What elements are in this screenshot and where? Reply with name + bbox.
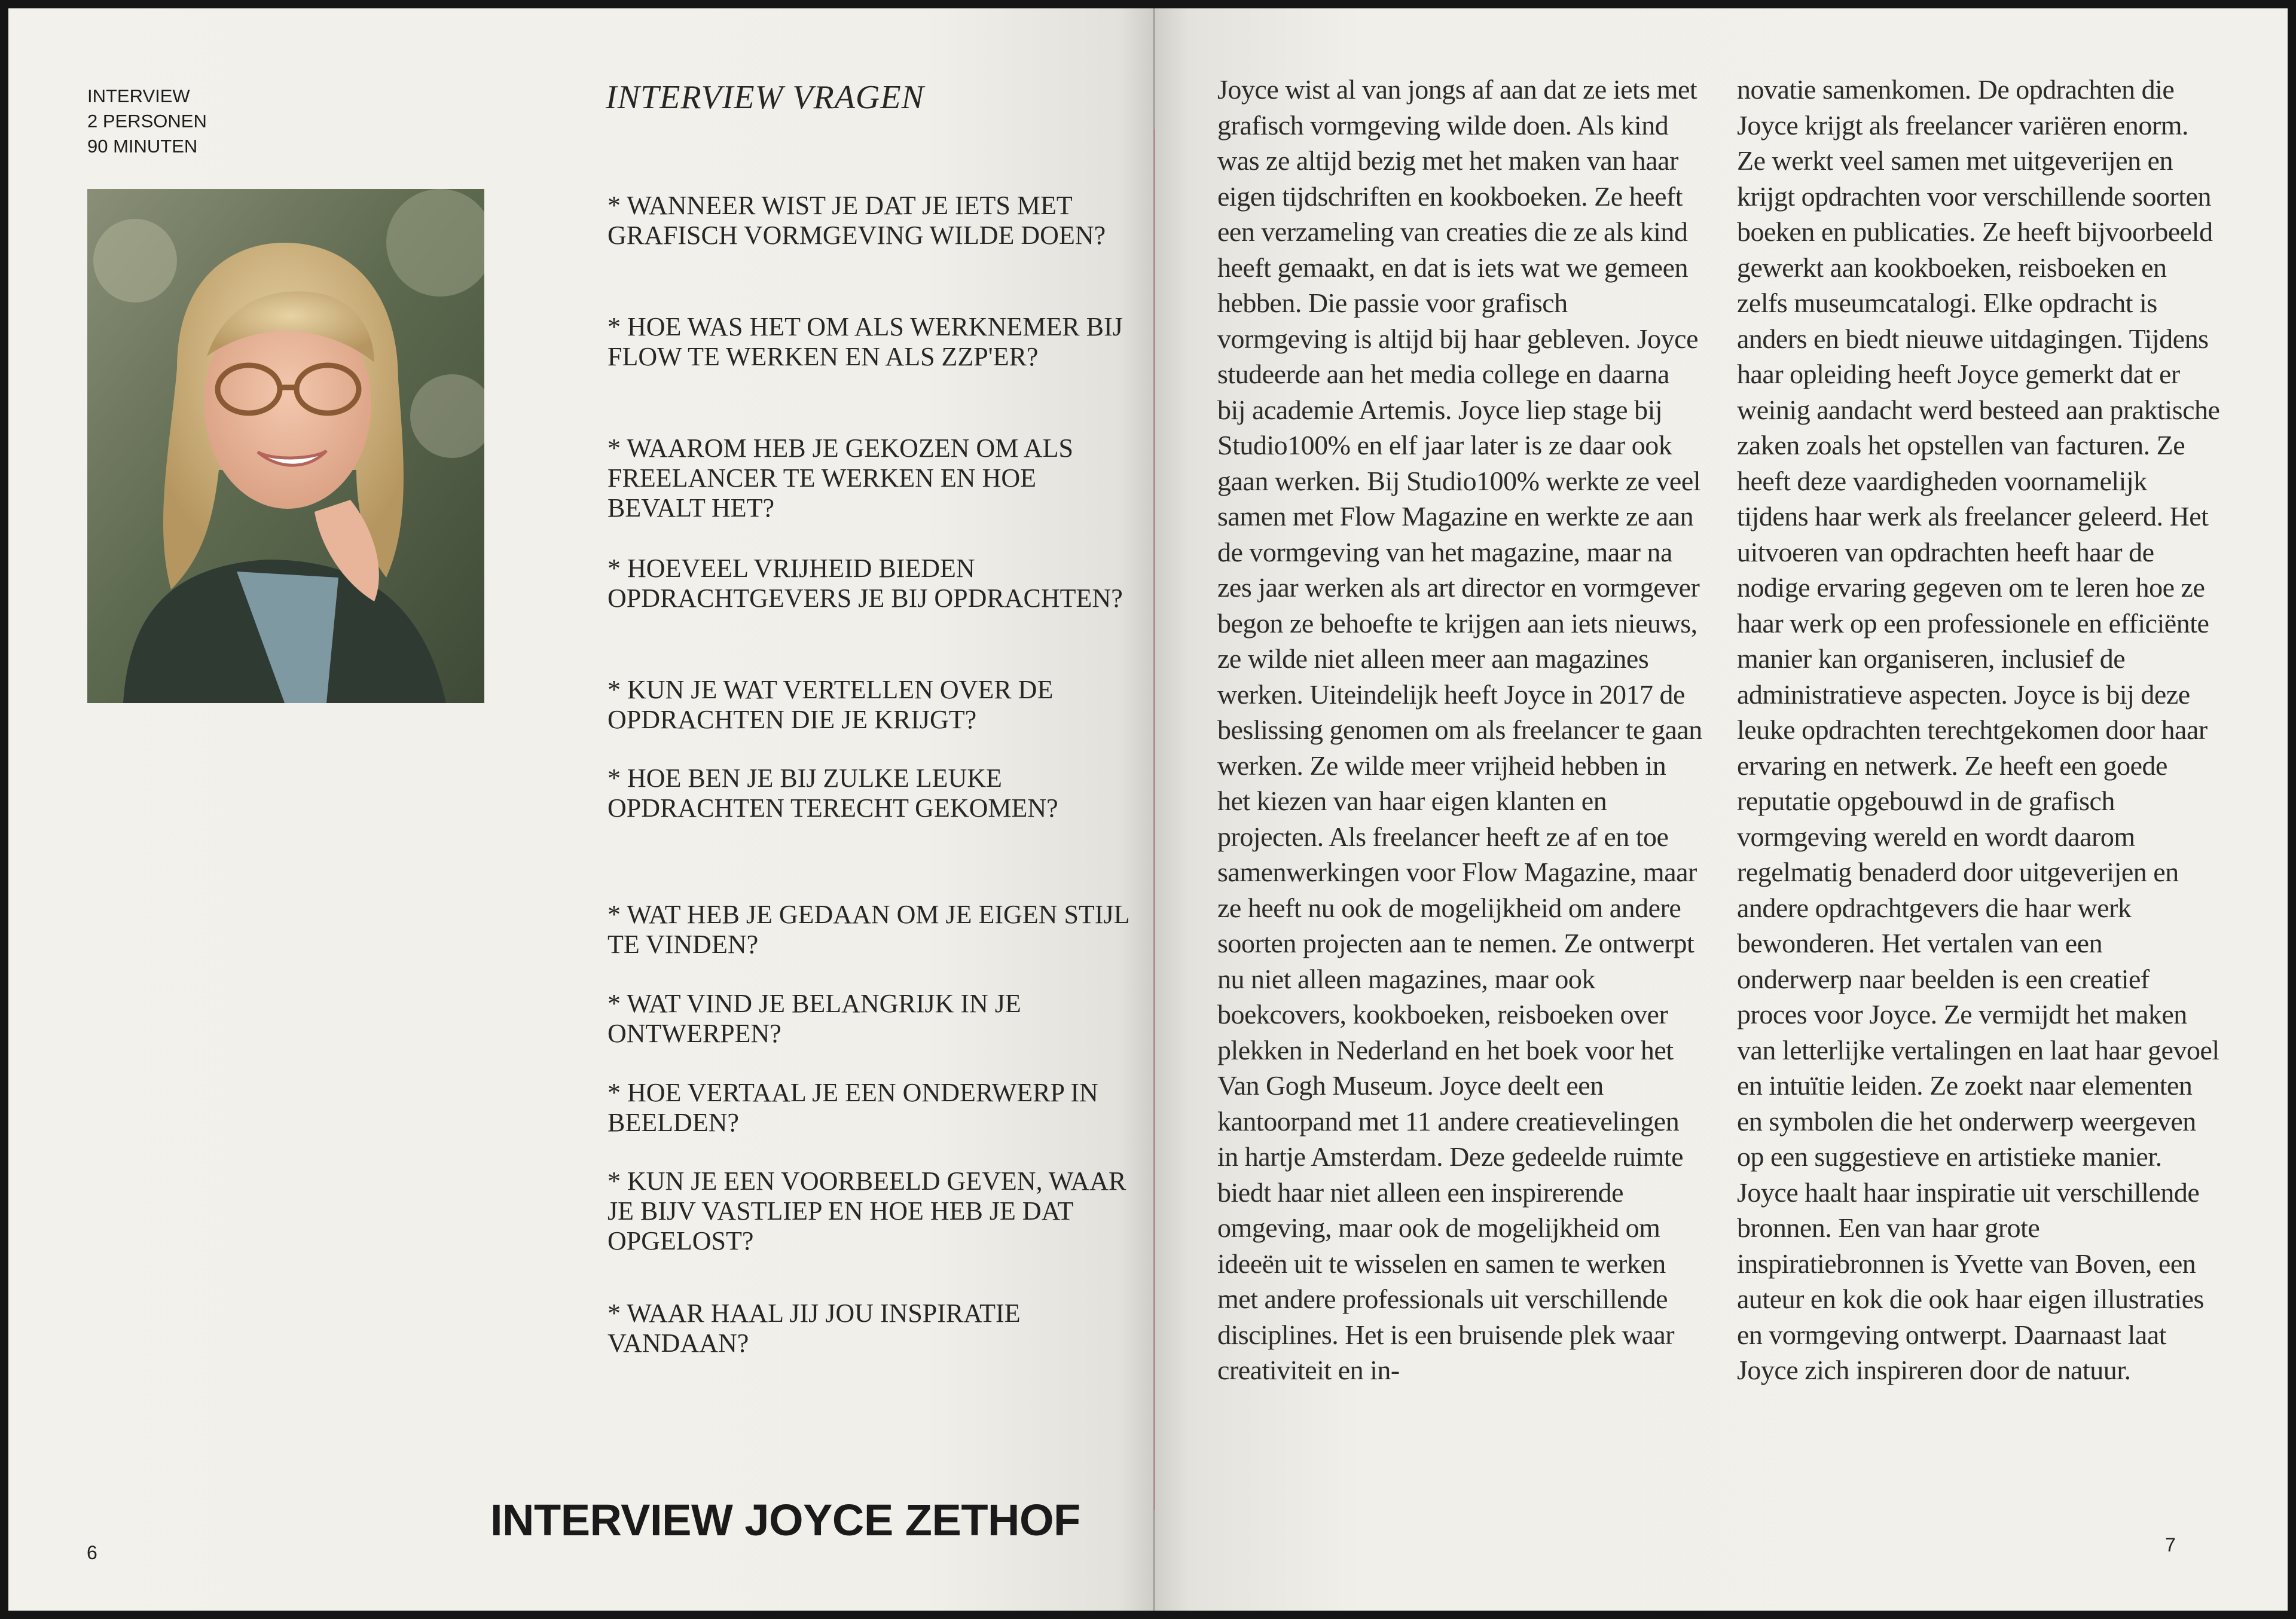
meta-line: INTERVIEW [87, 85, 190, 106]
portrait-photo [87, 189, 484, 703]
article-body-column-2: novatie samenkomen. De opdrachten die Joyce krijgt als freelancer variëren enorm. Ze werkt veel samen met uitgeverijen en krijgt opdrachten voor verschillende soorten boeken en publicaties. Ze heeft bijvoorbeeld gewerkt aan kookboeken, reisboeken en zelfs museumcatalogi. Elke opdracht is anders en biedt nieuwe uitdagingen. Tijdens haar opleiding heeft Joyce gemerkt dat er weinig aandacht werd besteed aan praktische zaken zoals het opstellen van facturen. Ze heeft deze vaardigheden voornamelijk tijdens haar werk als freelancer geleerd. Het uitvoeren van opdrachten heeft haar de nodige ervaring gegeven om te leren hoe ze haar werk op een professionele en efficiënte manier kan organiseren, inclusief de administratieve aspecten. Joyce is bij deze leuke opdrachten terechtgekomen door haar ervaring en netwerk. Ze heeft een goede reputatie opgebouwd in de grafisch vormgeving wereld en wordt daarom regelmatig benaderd door uitgeverijen en andere opdrachtgevers die haar werk bewonderen. Het vertalen van een onderwerp naar beelden is een creatief proces voor Joyce. Ze vermijdt het maken van letterlijke vertalingen en laat haar gevoel en intuïtie leiden. Ze zoekt naar elementen en symbolen die het onderwerp weergeven op een suggestieve en artistieke manier. Joyce haalt haar inspiratie uit verschillende bronnen. Een van haar grote inspiratiebronnen is Yvette van Boven, een auteur en kok die ook haar eigen illustraties en vormgeving ontwerpt. Daarnaast laat Joyce zich inspireren door de natuur. [1737, 74, 2220, 1385]
article-title: INTERVIEW JOYCE ZETHOF [490, 1495, 1080, 1545]
page-number-left: 6 [87, 1542, 97, 1563]
meta-line: 90 MINUTEN [87, 136, 198, 157]
right-page [1155, 8, 2288, 1611]
question-item: * WANNEER WIST JE DAT JE IETS MET GRAFISCH VORMGEVING WILDE DOEN? [607, 191, 1106, 250]
question-item: * HOEVEEL VRIJHEID BIEDEN OPDRACHTGEVERS JE BIJ OPDRACHTEN? [607, 554, 1123, 613]
interview-meta [87, 84, 207, 159]
questions-heading: INTERVIEW VRAGEN [606, 79, 924, 116]
left-page [8, 8, 1154, 1611]
portrait-image-icon [87, 189, 484, 703]
question-item: * HOE WAS HET OM ALS WERKNEMER BIJ FLOW TE WERKEN EN ALS ZZP'ER? [607, 312, 1123, 371]
question-item: * HOE VERTAAL JE EEN ONDERWERP IN BEELDEN? [607, 1078, 1098, 1137]
question-item: * WAAROM HEB JE GEKOZEN OM ALS FREELANCER TE WERKEN EN HOE BEVALT HET? [607, 433, 1073, 523]
page-number-right: 7 [2165, 1534, 2176, 1556]
question-item: * KUN JE WAT VERTELLEN OVER DE OPDRACHTEN DIE JE KRIJGT? [607, 675, 1054, 734]
question-item: * HOE BEN JE BIJ ZULKE LEUKE OPDRACHTEN TERECHT GEKOMEN? [607, 763, 1058, 823]
meta-line: 2 PERSONEN [87, 111, 207, 132]
question-item: * KUN JE EEN VOORBEELD GEVEN, WAAR JE BIJV VASTLIEP EN HOE HEB JE DAT OPGELOST? [607, 1166, 1126, 1256]
question-item: * WAT VIND JE BELANGRIJK IN JE ONTWERPEN? [607, 989, 1021, 1048]
article-body-column-1: Joyce wist al van jongs af aan dat ze iets met grafisch vormgeving wilde doen. Als kind was ze altijd bezig met het maken van haar eigen tijdschriften en kookboeken. Ze heeft een verzameling van creaties die ze als kind heeft gemaakt, en dat is iets wat we gemeen hebben. Die passie voor grafisch vormgeving is altijd bij haar gebleven. Joyce studeerde aan het media college en daarna bij academie Artemis. Joyce liep stage bij Studio100% en elf jaar later is ze daar ook gaan werken. Bij Studio100% werkte ze veel samen met Flow Magazine en werkte ze aan de vormgeving van het magazine, maar na zes jaar werken als art director en vormgever begon ze behoefte te krijgen aan iets nieuws, ze wilde niet alleen meer aan magazines werken. Uiteindelijk heeft Joyce in 2017 de beslissing genomen om als freelancer te gaan werken. Ze wilde meer vrijheid hebben in het kiezen van haar eigen klanten en projecten. Als freelancer heeft ze af en toe samenwerkingen voor Flow Magazine, maar ze heeft nu ook de mogelijkheid om andere soorten projecten aan te nemen. Ze ontwerpt nu niet alleen magazines, maar ook boekcovers, kookboeken, reisboeken over plekken in Nederland en het boek voor het Van Gogh Museum. Joyce deelt een kantoorpand met 11 andere creatievelingen in hartje Amsterdam. Deze gedeelde ruimte biedt haar niet alleen een inspirerende omgeving, maar ook de mogelijkheid om ideeën uit te wisselen en samen te werken met andere professionals uit verschillende disciplines. Het is een bruisende plek waar creativiteit en in- [1217, 74, 1702, 1385]
question-item: * WAAR HAAL JIJ JOU INSPIRATIE VANDAAN? [607, 1299, 1021, 1358]
question-item: * WAT HEB JE GEDAAN OM JE EIGEN STIJL TE VINDEN? [607, 900, 1129, 959]
